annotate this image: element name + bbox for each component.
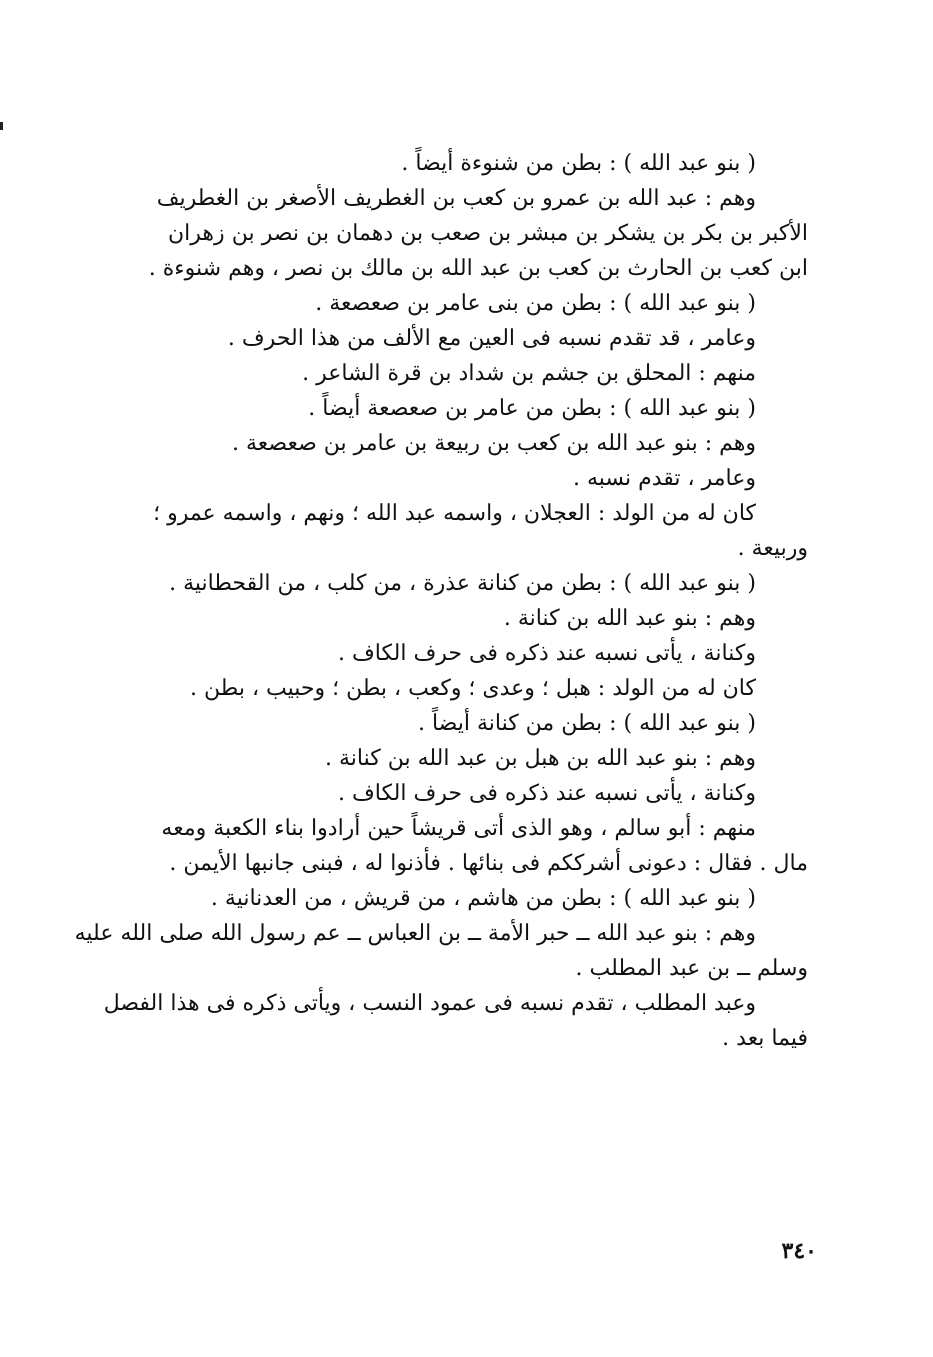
- text-line: ( بنو عبد الله ) : بطن من عامر بن صعصعة أيضاً .: [308, 396, 756, 421]
- scan-edge-mark: [0, 122, 3, 130]
- text-line: ( بنو عبد الله ) : بطن من كنانة عذرة ، من كلب ، من القحطانية .: [169, 571, 756, 596]
- text-line: وكنانة ، يأتى نسبه عند ذكره فى حرف الكاف .: [338, 781, 756, 806]
- text-line: وكنانة ، يأتى نسبه عند ذكره فى حرف الكاف .: [338, 641, 756, 666]
- text-line: وهم : بنو عبد الله بن كنانة .: [503, 606, 756, 631]
- text-line: وهم : بنو عبد الله ــ حبر الأمة ــ بن العباس ــ عم رسول الله صلى الله عليه: [74, 921, 756, 946]
- body-text: [74, 146, 808, 1056]
- text-line: منهم : المحلق بن جشم بن شداد بن قرة الشاعر .: [302, 361, 756, 386]
- text-line: الأكبر بن بكر بن يشكر بن مبشر بن صعب بن دهمان بن نصر بن زهران: [168, 221, 808, 246]
- text-line: وسلم ــ بن عبد المطلب .: [575, 956, 808, 981]
- text-line: مال . فقال : دعونى أشرككم فى بنائها . فأذنوا له ، فبنى جانبها الأيمن .: [169, 851, 808, 876]
- text-line: كان له من الولد : العجلان ، واسمه عبد الله ؛ ونهم ، واسمه عمرو ؛: [153, 501, 756, 526]
- text-line: وهم : بنو عبد الله بن كعب بن ربيعة بن عامر بن صعصعة .: [231, 431, 756, 456]
- text-line: ( بنو عبد الله ) : بطن من كنانة أيضاً .: [417, 711, 756, 736]
- text-line: فيما بعد .: [722, 1026, 808, 1051]
- text-line: ( بنو عبد الله ) : بطن من هاشم ، من قريش ، من العدنانية .: [210, 886, 756, 911]
- text-line: وهم : عبد الله بن عمرو بن كعب بن الغطريف الأصغر بن الغطريف: [156, 186, 756, 211]
- text-line: وهم : بنو عبد الله بن هبل بن عبد الله بن كنانة .: [325, 746, 756, 771]
- text-line: ابن كعب بن الحارث بن كعب بن عبد الله بن مالك بن نصر ، وهم شنوءة .: [148, 256, 808, 281]
- text-line: وعامر ، تقدم نسبه .: [572, 466, 756, 491]
- text-line: وعبد المطلب ، تقدم نسبه فى عمود النسب ، ويأتى ذكره فى هذا الفصل: [103, 991, 756, 1016]
- text-line: وربيعة .: [737, 536, 808, 561]
- text-line: ( بنو عبد الله ) : بطن من بنى عامر بن صعصعة .: [315, 291, 756, 316]
- text-line: كان له من الولد : هبل ؛ وعدى ؛ وكعب ، بطن ؛ وحبيب ، بطن .: [190, 676, 756, 701]
- text-line: وعامر ، قد تقدم نسبه فى العين مع الألف من هذا الحرف .: [227, 326, 756, 351]
- text-line: منهم : أبو سالم ، وهو الذى أتى قريشاً حين أرادوا بناء الكعبة ومعه: [161, 816, 756, 841]
- text-line: ( بنو عبد الله ) : بطن من شنوءة أيضاً .: [401, 151, 756, 176]
- page-number: ٣٤٠: [781, 1238, 817, 1264]
